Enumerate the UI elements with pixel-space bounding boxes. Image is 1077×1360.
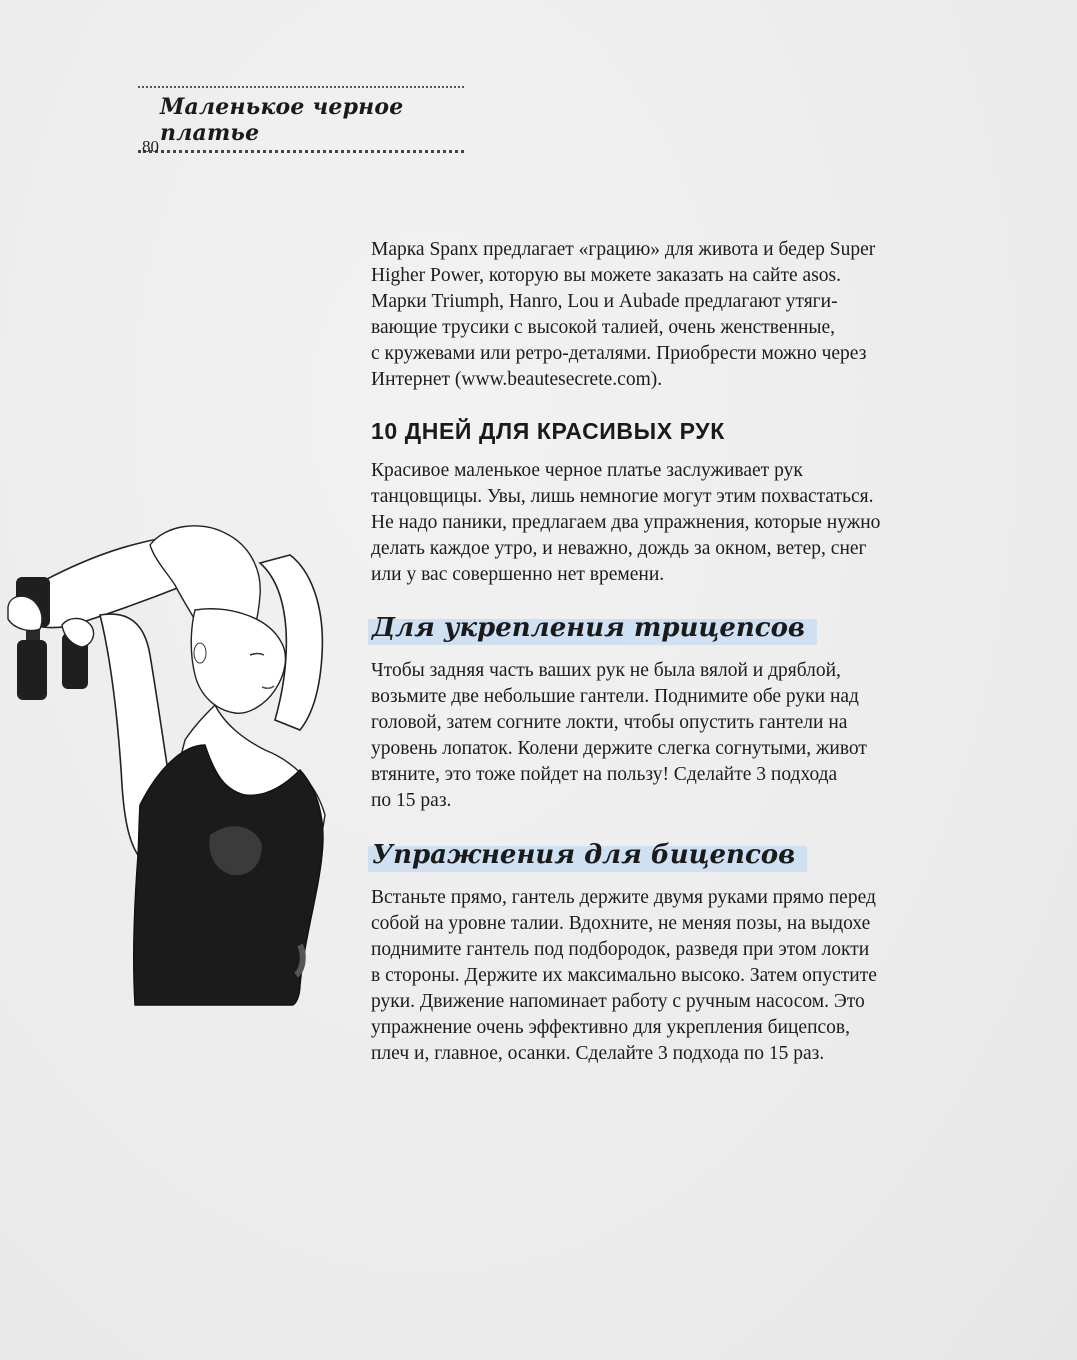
text-line: с кружевами или ретро-деталями. Приобрести можно через [371,343,867,364]
woman-with-dumbbells-illustration [0,515,340,1015]
running-header [138,86,464,153]
text-line: плеч и, главное, осанки. Сделайте 3 подхода по 15 раз. [371,1043,825,1064]
section-heading: 10 ДНЕЙ ДЛЯ КРАСИВЫХ РУК [371,418,725,444]
text-line: возьмите две небольшие гантели. Поднимите обе руки над [371,686,859,707]
text-line: делать каждое утро, и неважно, дождь за окном, ветер, снег [371,538,867,559]
biceps-paragraph [371,885,941,1067]
triceps-paragraph [371,658,941,814]
text-line: по 15 раз. [371,790,452,811]
text-line: руки. Движение напоминает работу с ручным насосом. Это [371,991,865,1012]
text-line: уровень лопаток. Колени держите слегка согнутыми, живот [371,738,867,759]
header-title: Маленькое черное платье [160,94,404,146]
header-dotted-rule [138,86,464,88]
text-line: поднимите гантель под подбородок, разведя при этом локти [371,939,870,960]
text-line: Красивое маленькое черное платье заслуживает рук [371,460,803,481]
text-line: головой, затем согните локти, чтобы опустить гантели на [371,712,848,733]
text-line: или у вас совершенно нет времени. [371,564,665,585]
text-line: собой на уровне талии. Вдохните, не меняя позы, на выдохе [371,913,871,934]
text-line: Не надо паники, предлагаем два упражнения, которые нужно [371,512,881,533]
text-line: Интернет (www.beautesecrete.com). [371,369,663,390]
page-number: 80 [142,137,159,156]
text-line: упражнение очень эффективно для укрепления бицепсов, [371,1017,851,1038]
text-line: Встаньте прямо, гантель держите двумя руками прямо перед [371,887,876,908]
intro-paragraph [371,237,941,393]
section-paragraph [371,458,941,588]
header-dotted-rule [138,150,464,153]
text-line: вающие трусики с высокой талией, очень женственные, [371,317,836,338]
text-line: танцовщицы. Увы, лишь немногие могут этим похвастаться. [371,486,874,507]
text-line: Higher Power, которую вы можете заказать на сайте asos. [371,265,841,286]
biceps-heading: Упражнения для бицепсов [368,840,807,872]
text-line: втяните, это тоже пойдет на пользу! Сделайте 3 подхода [371,764,838,785]
triceps-heading: Для укрепления трицепсов [368,613,817,645]
text-line: Чтобы задняя часть ваших рук не была вялой и дряблой, [371,660,841,681]
text-line: в стороны. Держите их максимально высоко. Затем опустите [371,965,877,986]
text-line: Марки Triumph, Hanro, Lou и Aubade предлагают утяги- [371,291,838,312]
text-line: Марка Spanx предлагает «грацию» для живота и бедер Super [371,239,876,260]
